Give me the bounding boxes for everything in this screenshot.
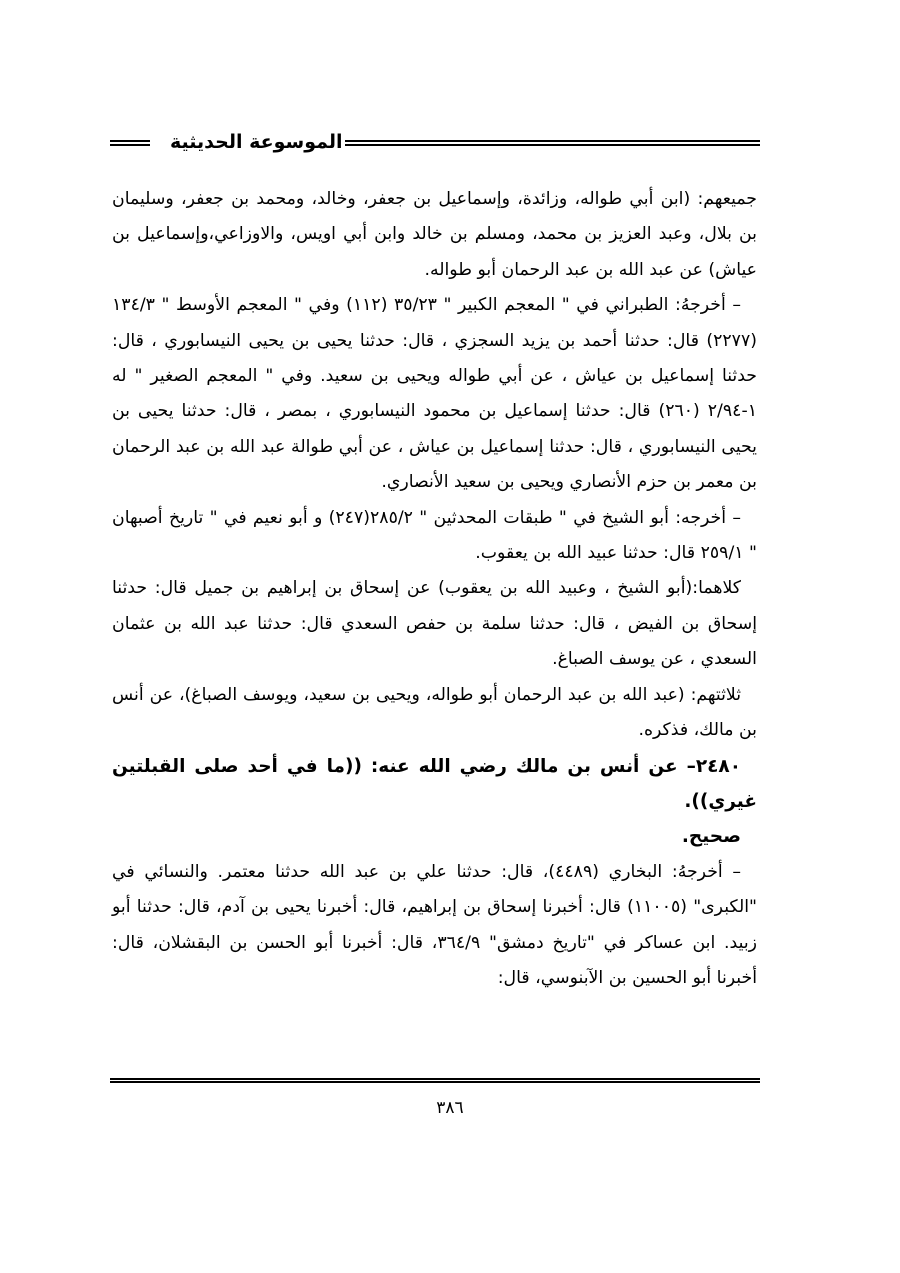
book-title: الموسوعة الحديثية xyxy=(170,131,343,153)
paragraph: ثلاثتهم: (عبد الله بن عبد الرحمان أبو طواله، ويحيى بن سعيد، ويوسف الصباغ)، عن أنس بن مالك، فذكره. xyxy=(112,684,757,741)
page-body xyxy=(112,182,757,996)
paragraph: – أخرجهُ: البخاري (٤٤٨٩)، قال: حدثنا علي بن عبد الله حدثنا معتمر. والنسائي في "الكبرى" (١١٠٠٥) قال: أخبرنا إسحاق بن إبراهيم، قال: أخبرنا يحيى بن آدم، قال: حدثنا أبو زبيد. ابن عساكر في "تاريخ دمشق" ٣٦٤/٩، قال: أخبرنا أبو الحسن بن البقشلان، قال: أخبرنا أبو الحسين بن الآبنوسي، قال: xyxy=(112,861,757,988)
header-rule-right xyxy=(345,140,760,146)
paragraph: جميعهم: (ابن أبي طواله، وزائدة، وإسماعيل بن جعفر، وخالد، ومحمد بن جعفر، وسليمان بن بلال، وعبد العزيز بن محمد، ومسلم بن خالد وابن أبي اويس، والاوزاعي،وإسماعيل بن عياش) عن عبد الله بن عبد الرحمان أبو طواله. xyxy=(112,189,757,280)
running-header xyxy=(110,127,760,161)
paragraph: – أخرجهُ: الطبراني في " المعجم الكبير " ٣٥/٢٣ (١١٢) وفي " المعجم الأوسط " ١٣٤/٣ (٢٢٧٧) قال: حدثنا أحمد بن يزيد السجزي ، قال: حدثنا يحيى بن يحيى النيسابوري ، قال: حدثنا إسماعيل بن عياش ، عن أبي طواله ويحيى بن سعيد. وفي " المعجم الصغير " له ١-٢/٩٤ (٢٦٠) قال: حدثنا إسماعيل بن محمود النيسابوري ، بمصر ، قال: حدثنا يحيى بن يحيى النيسابوري ، قال: حدثنا إسماعيل بن عياش ، عن أبي طوالة عبد الله بن عبد الرحمان بن معمر بن حزم الأنصاري ويحيى بن سعيد الأنصاري. xyxy=(112,295,757,493)
footer-rule xyxy=(110,1078,760,1083)
paragraph: – أخرجه: أبو الشيخ في " طبقات المحدثين " ٢٨٥/٢(٢٤٧) و أبو نعيم في " تاريخ أصبهان " ٢٥٩/١ قال: حدثنا عبيد الله بن يعقوب. xyxy=(112,507,757,564)
header-rule-left xyxy=(110,140,150,146)
hadith-grade: صحيح. xyxy=(681,826,741,848)
hadith-heading: ٢٤٨٠– عن أنس بن مالك رضي الله عنه: ((ما في أحد صلى القبلتين غيري)). xyxy=(112,755,757,812)
page-number: ٣٨٦ xyxy=(436,1098,464,1118)
paragraph: كلاهما:(أبو الشيخ ، وعبيد الله بن يعقوب) عن إسحاق بن إبراهيم بن جميل قال: حدثنا إسحاق بن الفيض ، قال: حدثنا سلمة بن حفص السعدي قال: حدثنا عبد الله بن عثمان السعدي ، عن يوسف الصباغ. xyxy=(112,578,757,670)
